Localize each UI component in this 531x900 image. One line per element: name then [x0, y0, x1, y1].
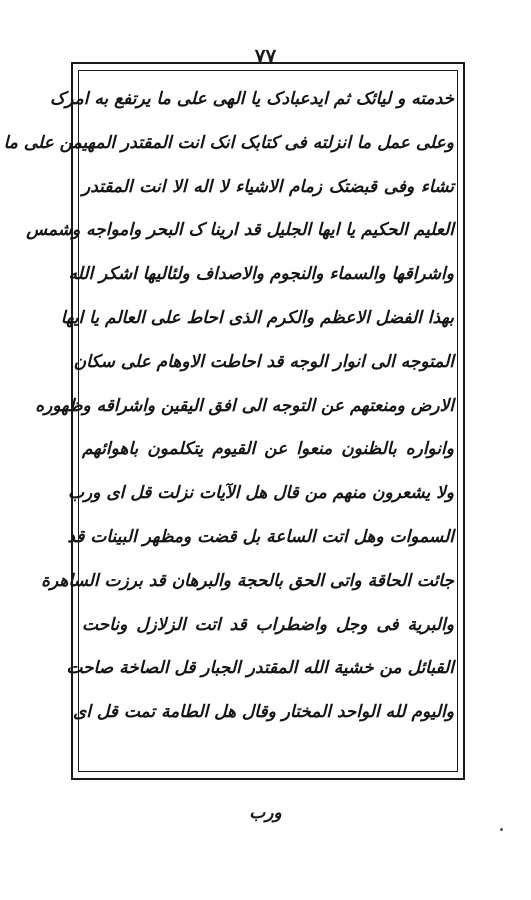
text-line: خدمته و لیائک ثم ایدعبادک یا الهی علی ما یرتفع به امرک: [50, 89, 454, 109]
margin-dot-mark: [500, 828, 503, 831]
text-line: والیوم لله الواحد المختار وقال هل الطامة تمت قل ای: [72, 702, 454, 723]
text-line: واشراقها والسماء والنجوم والاصداف ولئالیها اشکر الله: [68, 264, 454, 285]
text-line: بهذا الفضل الاعظم والکرم الذی احاط علی العالم یا ایها: [60, 307, 454, 328]
text-line: العلیم الحکیم یا ایها الجلیل قد ارینا ک البحر وامواجه وشمس: [26, 220, 454, 241]
text-line: ولا یشعرون منهم من قال هل الآیات نزلت قل ای ورب: [68, 483, 454, 504]
text-line: الارض ومنعتهم عن التوجه الی افق الیقین واشراقه وظهوره: [35, 395, 454, 416]
text-line: تشاء وفی قبضتک زمام الاشیاء لا اله الا انت المقتدر: [82, 176, 454, 197]
text-line: القبائل من خشیة الله المقتدر الجبار قل الصاخة صاحت: [66, 658, 454, 679]
text-line: وانواره بالظنون منعوا عن القیوم یتکلمون باهوائهم: [82, 439, 454, 460]
manuscript-text-block: [3, 78, 454, 735]
text-line: المتوجه الی انوار الوجه قد احاطت الاوهام علی سکان: [73, 351, 454, 372]
text-line: وعلی عمل ما انزلته فی کتابک انک انت المقتدر المهیمن علی ما: [3, 132, 454, 153]
text-line: جائت الحاقة واتی الحق بالحجة والبرهان قد برزت الساهرة: [41, 570, 454, 591]
text-line: والبریة فی وجل واضطراب قد اتت الزلازل وناحت: [82, 614, 454, 635]
catchword: ورب: [249, 803, 282, 823]
text-line: السموات وهل اتت الساعة بل قضت ومظهر البینات قد: [67, 526, 454, 547]
page-number: ٧٧: [254, 44, 277, 68]
